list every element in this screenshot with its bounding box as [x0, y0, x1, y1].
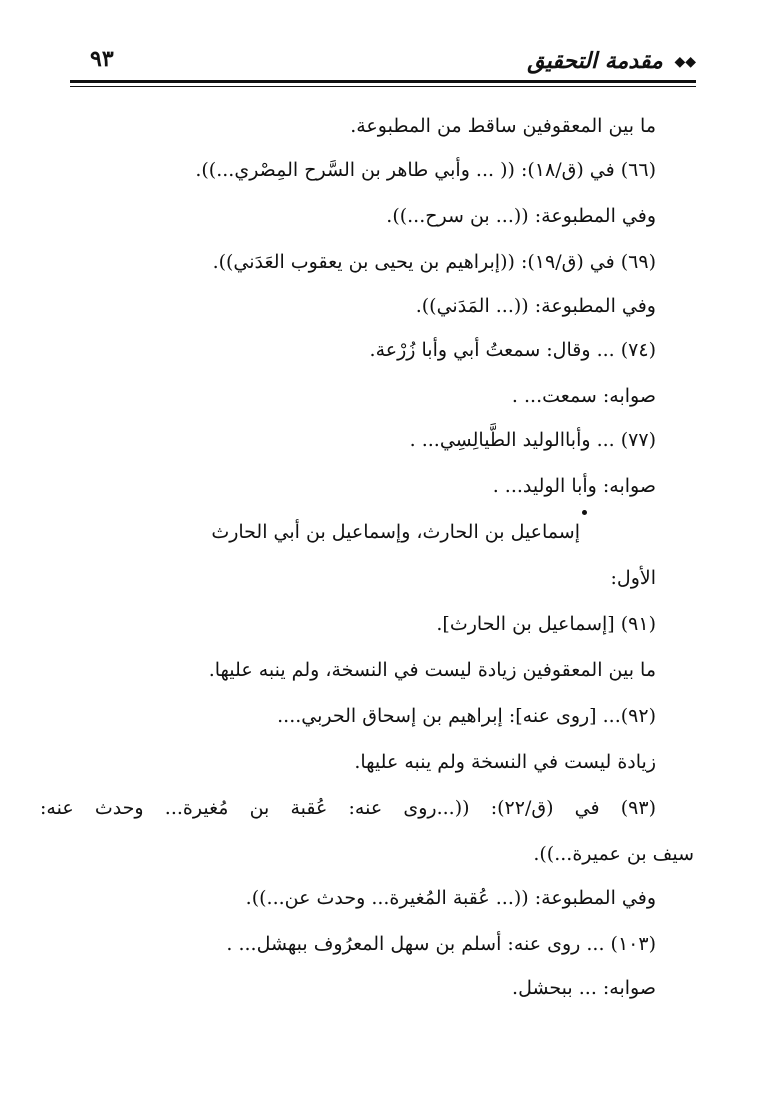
text-line-11: الأول: [610, 567, 656, 589]
text-line-8: (٧٧) ... وأباالوليد الطَّيالِسِي... . [409, 429, 656, 451]
text-line-6: (٧٤) ... وقال: سمعتُ أبي وأبا زُرْعة. [369, 339, 656, 361]
text-line-5: وفي المطبوعة: ((... المَدَني)). [415, 295, 656, 317]
text-line-20: صوابه: ... ببحشل. [512, 977, 656, 999]
text-line-4: (٦٩) في (ق/١٩): ((إبراهيم بن يحيى بن يعقوب العَدَني)). [212, 251, 656, 273]
section-bullet-icon [582, 510, 587, 515]
header-title-text: مقدمة التحقيق [527, 48, 663, 74]
text-line-1: ما بين المعقوفين ساقط من المطبوعة. [350, 115, 656, 137]
text-line-17: سيف بن عميرة...)). [533, 843, 694, 865]
text-line-3: وفي المطبوعة: ((... بن سرح...)). [386, 205, 656, 227]
header-title [527, 48, 696, 74]
text-line-9: صوابه: وأبا الوليد... . [492, 475, 656, 497]
text-line-2: (٦٦) في (ق/١٨): (( ... وأبي طاهر بن السَّرح المِصْري...)). [195, 159, 656, 181]
text-line-12: (٩١) [إسماعيل بن الحارث]. [436, 613, 656, 635]
header-rule-thin [70, 86, 696, 87]
header-rule-thick [70, 80, 696, 83]
text-line-16: (٩٣) في (ق/٢٢): ((...روى عنه: عُقبة بن مُغيرة... وحدث عنه: [40, 797, 657, 819]
page-number: ٩٣ [90, 46, 114, 72]
section-heading: إسماعيل بن الحارث، وإسماعيل بن أبي الحارث [211, 521, 580, 543]
text-line-7: صوابه: سمعت... . [511, 385, 656, 407]
text-line-19: (١٠٣) ... روى عنه: أسلم بن سهل المعرُوف ببهشل... . [226, 933, 656, 955]
text-line-14: (٩٢)... [روى عنه]: إبراهيم بن إسحاق الحربي.... [277, 705, 656, 727]
text-line-18: وفي المطبوعة: ((... عُقبة المُغيرة... وحدث عن...)). [245, 887, 656, 909]
diamond-ornament-icon: ◆◆ [674, 54, 696, 70]
text-line-13: ما بين المعقوفين زيادة ليست في النسخة، ولم ينبه عليها. [208, 659, 656, 681]
running-header [70, 40, 696, 80]
text-line-15: زيادة ليست في النسخة ولم ينبه عليها. [354, 751, 656, 773]
